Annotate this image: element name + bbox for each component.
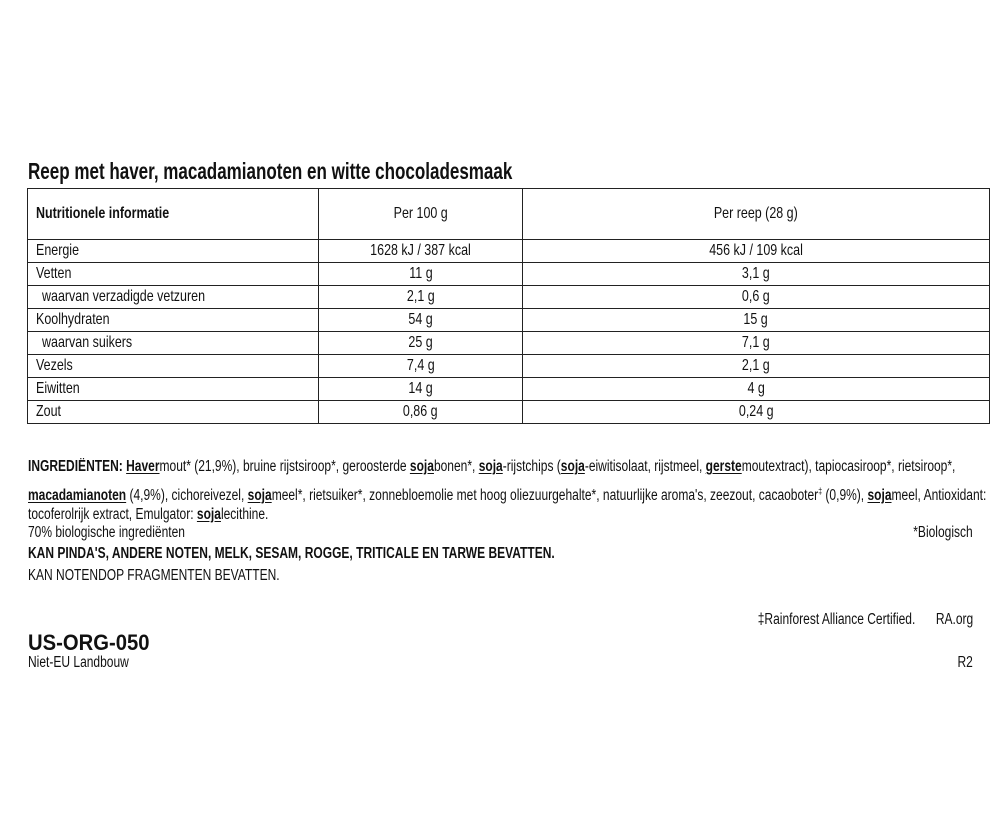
nutrition-row (28, 309, 990, 332)
nutrition-table (27, 188, 990, 424)
rainforest-note: ‡Rainforest Alliance Certified. (757, 611, 915, 628)
nutrient-name: Eiwitten (36, 380, 80, 397)
revision-code: R2 (957, 654, 973, 671)
value-per-bar-cell (523, 309, 990, 332)
value-per-bar: 0,24 g (738, 403, 774, 420)
value-per-100g: 0,86 g (403, 403, 438, 420)
allergen-highlight: Haver (126, 458, 160, 475)
nutrient-name: waarvan verzadigde vetzuren (42, 288, 206, 305)
value-per-100g-cell (319, 263, 523, 286)
ingredient-text: meel*, rietsuiker*, zonnebloemolie met hoog oliezuurgehalte*, natuurlijke aroma's, zeezout, cacaoboter (271, 487, 819, 505)
ra-website: RA.org (935, 611, 973, 628)
value-per-100g-cell (319, 309, 523, 332)
ingredients-text-1 (126, 458, 955, 475)
header-col1-cell (319, 189, 523, 240)
ingredients-heading: INGREDIËNTEN: (28, 458, 123, 475)
nutrition-row (28, 240, 990, 263)
value-per-bar: 7,1 g (742, 334, 770, 351)
nutrient-name: Energie (36, 242, 80, 259)
nutrition-row (28, 332, 990, 355)
nutrition-table-header (28, 189, 990, 240)
nutrient-name: Koolhydraten (36, 311, 110, 328)
ingredient-text: moutextract), tapiocasiroop*, rietsiroop*, (741, 458, 956, 475)
value-per-100g-cell (319, 378, 523, 401)
organic-note: *Biologisch (913, 524, 973, 541)
value-per-100g-cell (319, 332, 523, 355)
ingredients-line-1 (28, 456, 955, 478)
allergen-highlight: soja (196, 506, 221, 523)
value-per-bar: 456 kJ / 109 kcal (709, 242, 803, 259)
value-per-100g: 54 g (408, 311, 433, 328)
value-per-100g: 7,4 g (406, 357, 435, 374)
nutrient-name: waarvan suikers (42, 334, 133, 351)
header-label-cell (28, 189, 319, 240)
value-per-100g: 2,1 g (406, 288, 435, 305)
ingredient-text: mout* (21,9%), bruine rijstsiroop*, geroosterde (159, 458, 410, 475)
value-per-100g-cell (319, 355, 523, 378)
value-per-bar: 15 g (743, 311, 769, 328)
allergen-warning-2: KAN NOTENDOP FRAGMENTEN BEVATTEN. (28, 567, 280, 584)
value-per-100g: 1628 kJ / 387 kcal (370, 242, 471, 259)
value-per-bar: 4 g (747, 380, 765, 397)
allergen-highlight: soja (247, 487, 272, 505)
allergen-highlight: macadamianoten (28, 487, 127, 505)
ingredient-text: lecithine. (220, 506, 269, 523)
ingredient-text: (4,9%), cichoreivezel, (126, 487, 248, 505)
value-per-100g-cell (319, 286, 523, 309)
header-label: Nutritionele informatie (36, 205, 170, 222)
value-per-bar-cell (523, 355, 990, 378)
ingredient-text: tocoferolrijk extract, Emulgator: (28, 506, 197, 523)
allergen-highlight: soja (560, 458, 585, 475)
organic-code: US-ORG-050 (28, 630, 150, 655)
header-perbar: Per reep (28 g) (714, 205, 798, 222)
nutrient-name-cell (28, 309, 319, 332)
value-per-100g: 11 g (408, 265, 433, 282)
nutrition-row (28, 378, 990, 401)
allergen-highlight: soja (867, 487, 892, 505)
nutrient-name: Vezels (36, 357, 73, 374)
nutrient-name-cell (28, 240, 319, 263)
nutrient-name-cell (28, 378, 319, 401)
organic-share: 70% biologische ingrediënten (28, 524, 185, 541)
nutrient-name: Vetten (36, 265, 72, 282)
nutrient-name-cell (28, 263, 319, 286)
ingredient-text: -rijstchips ( (502, 458, 561, 475)
header-col2-cell (523, 189, 990, 240)
nutrient-name-cell (28, 355, 319, 378)
value-per-bar-cell (523, 263, 990, 286)
nutrient-name-cell (28, 286, 319, 309)
value-per-100g: 25 g (408, 334, 433, 351)
origin-note: Niet-EU Landbouw (28, 654, 129, 671)
ingredient-text: (0,9%), (822, 487, 868, 505)
allergen-highlight: soja (409, 458, 434, 475)
header-per100: Per 100 g (393, 205, 448, 222)
value-per-bar-cell (523, 332, 990, 355)
nutrient-name-cell (28, 401, 319, 424)
nutrient-name: Zout (36, 403, 61, 420)
nutrition-row (28, 263, 990, 286)
nutrition-row (28, 401, 990, 424)
ingredient-text: -eiwitisolaat, rijstmeel, (584, 458, 706, 475)
value-per-100g-cell (319, 401, 523, 424)
value-per-bar: 3,1 g (742, 265, 770, 282)
product-title: Reep met haver, macadamianoten en witte chocoladesmaak (28, 158, 513, 184)
ingredient-text: bonen*, (433, 458, 479, 475)
value-per-100g-cell (319, 240, 523, 263)
nutrition-row (28, 286, 990, 309)
nutrient-name-cell (28, 332, 319, 355)
allergen-highlight: gerste (705, 458, 742, 475)
ingredient-text: ‡ (818, 486, 823, 496)
nutrition-row (28, 355, 990, 378)
value-per-bar: 0,6 g (742, 288, 770, 305)
value-per-bar-cell (523, 286, 990, 309)
ingredient-text: meel, Antioxidant: (891, 487, 987, 505)
value-per-bar-cell (523, 240, 990, 263)
value-per-100g: 14 g (408, 380, 433, 397)
value-per-bar-cell (523, 378, 990, 401)
value-per-bar: 2,1 g (742, 357, 770, 374)
allergen-highlight: soja (478, 458, 503, 475)
value-per-bar-cell (523, 401, 990, 424)
allergen-warning-1: KAN PINDA'S, ANDERE NOTEN, MELK, SESAM, ROGGE, TRITICALE EN TARWE BEVATTEN. (28, 545, 555, 562)
